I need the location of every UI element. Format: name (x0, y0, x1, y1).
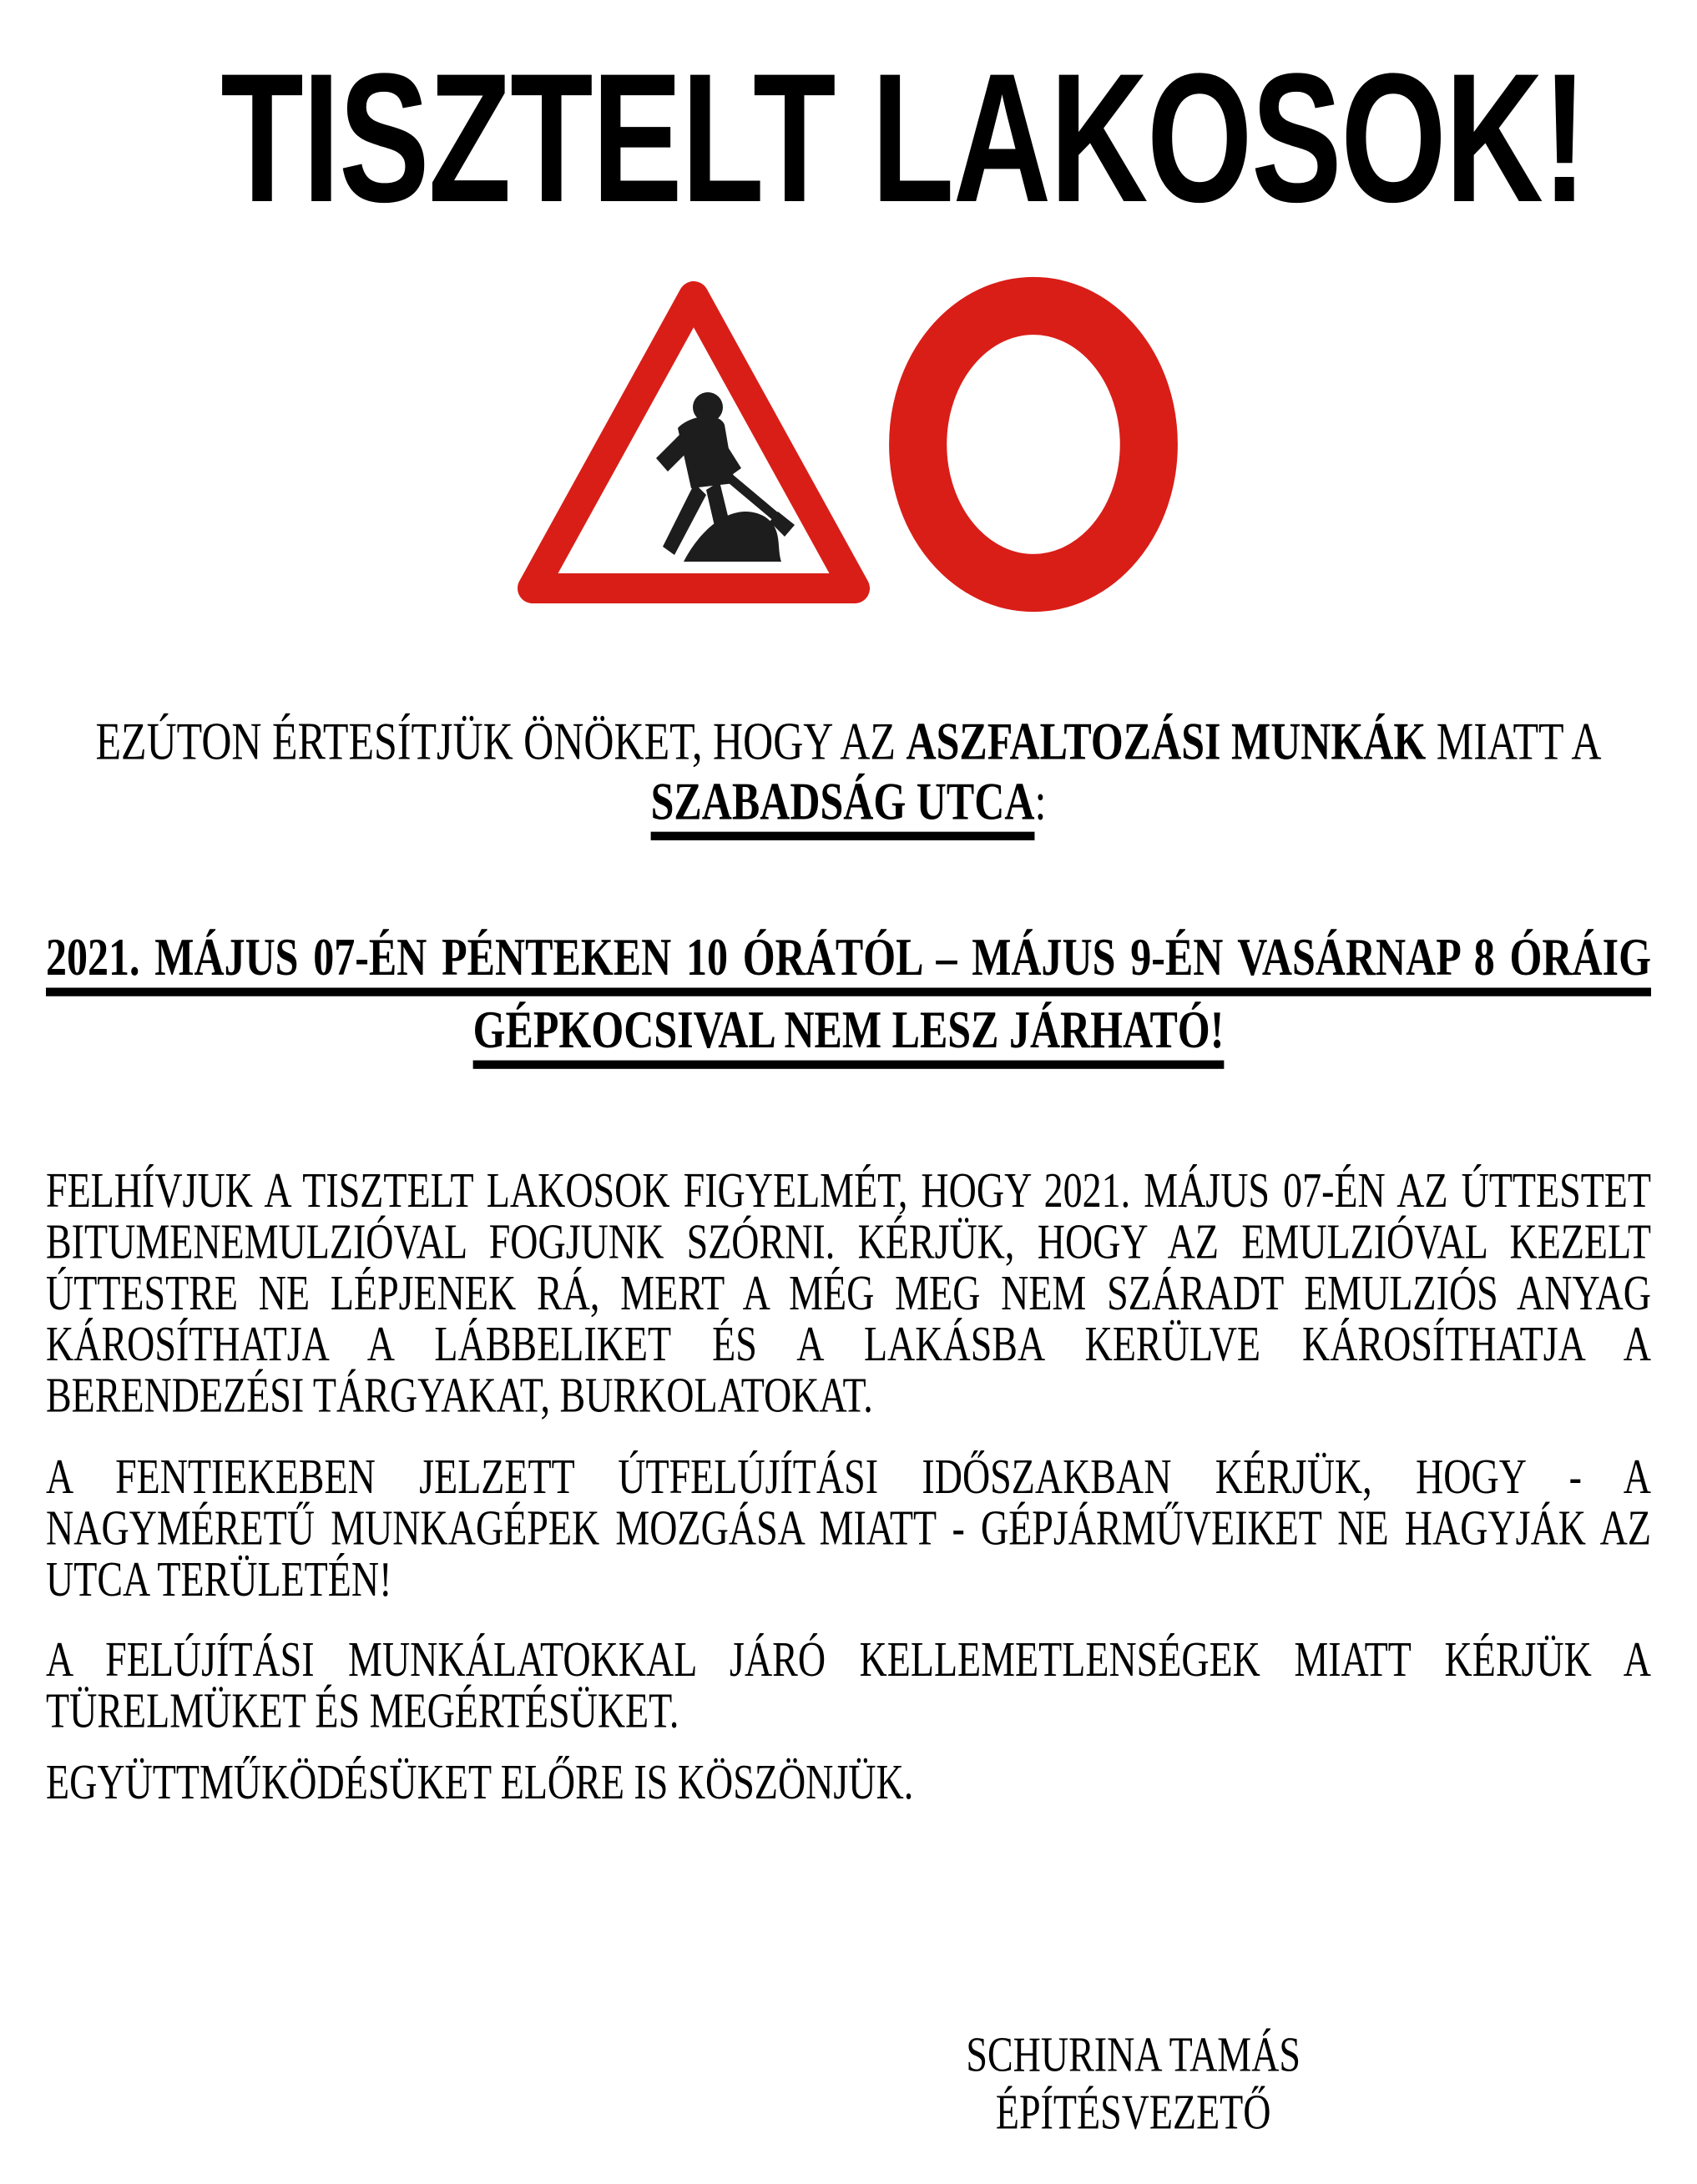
sign-row (0, 271, 1697, 618)
intro-text-pre: EZÚTON ÉRTESÍTJÜK ÖNÖKET, HOGY AZ (95, 711, 907, 771)
no-entry-sign-icon (883, 271, 1184, 618)
closure-date-heading: 2021. MÁJUS 07-ÉN PÉNTEKEN 10 ÓRÁTÓL – MÁJUS 9-ÉN VASÁRNAP 8 ÓRÁIG (46, 926, 1651, 987)
page-title: TISZTELT LAKOSOK! (220, 35, 1587, 240)
closure-warning-heading (46, 998, 1651, 1060)
intro-text-post: MIATT A (1426, 711, 1602, 771)
signature-role: ÉPÍTÉSVEZETŐ (995, 2085, 1271, 2140)
body-paragraph-3: A FELÚJÍTÁSI MUNKÁLATOKKAL JÁRÓ KELLEMETLENSÉGEK MIATT KÉRJÜK A TÜRELMÜKET ÉS MEGÉRTÉSÜKET. (46, 1632, 1651, 1738)
intro-paragraph (46, 711, 1651, 830)
roadworks-sign-icon (514, 271, 873, 615)
street-colon: : (1034, 770, 1047, 831)
closure-warning-text: GÉPKOCSIVAL NEM LESZ JÁRHATÓ! (472, 999, 1225, 1060)
body-paragraph-2: A FENTIEKEBEN JELZETT ÚTFELÚJÍTÁSI IDŐSZAKBAN KÉRJÜK, HOGY - A NAGYMÉRETŰ MUNKAGÉPEK MOZGÁSA MIATT - GÉPJÁRMŰVEIKET NE HAGYJÁK AZ UTCA TERÜLETÉN! (46, 1449, 1651, 1606)
intro-bold-text: ASZFALTOZÁSI MUNKÁK (906, 711, 1427, 771)
body-paragraph-1: FELHÍVJUK A TISZTELT LAKOSOK FIGYELMÉT, HOGY 2021. MÁJUS 07-ÉN AZ ÚTTESTET BITUMENEMULZIÓVAL FOGJUNK SZÓRNI. KÉRJÜK, HOGY AZ EMULZIÓVAL KEZELT ÚTTESTRE NE LÉPJENEK RÁ, MERT A MÉG MEG NEM SZÁRADT EMULZIÓS ANYAG KÁROSÍTHATJA A LÁBBELIKET ÉS A LAKÁSBA KERÜLVE KÁROSÍTHATJA A BERENDEZÉSI TÁRGYAKAT, BURKOLATOKAT. (46, 1163, 1651, 1423)
body-paragraph-4: EGYÜTTMŰKÖDÉSÜKET ELŐRE IS KÖSZÖNJÜK. (46, 1754, 914, 1809)
notice-body (46, 711, 1651, 2141)
signature-block (966, 2026, 1301, 2141)
street-name: SZABADSÁG UTCA (650, 770, 1035, 831)
signature-name: SCHURINA TAMÁS (966, 2026, 1301, 2082)
